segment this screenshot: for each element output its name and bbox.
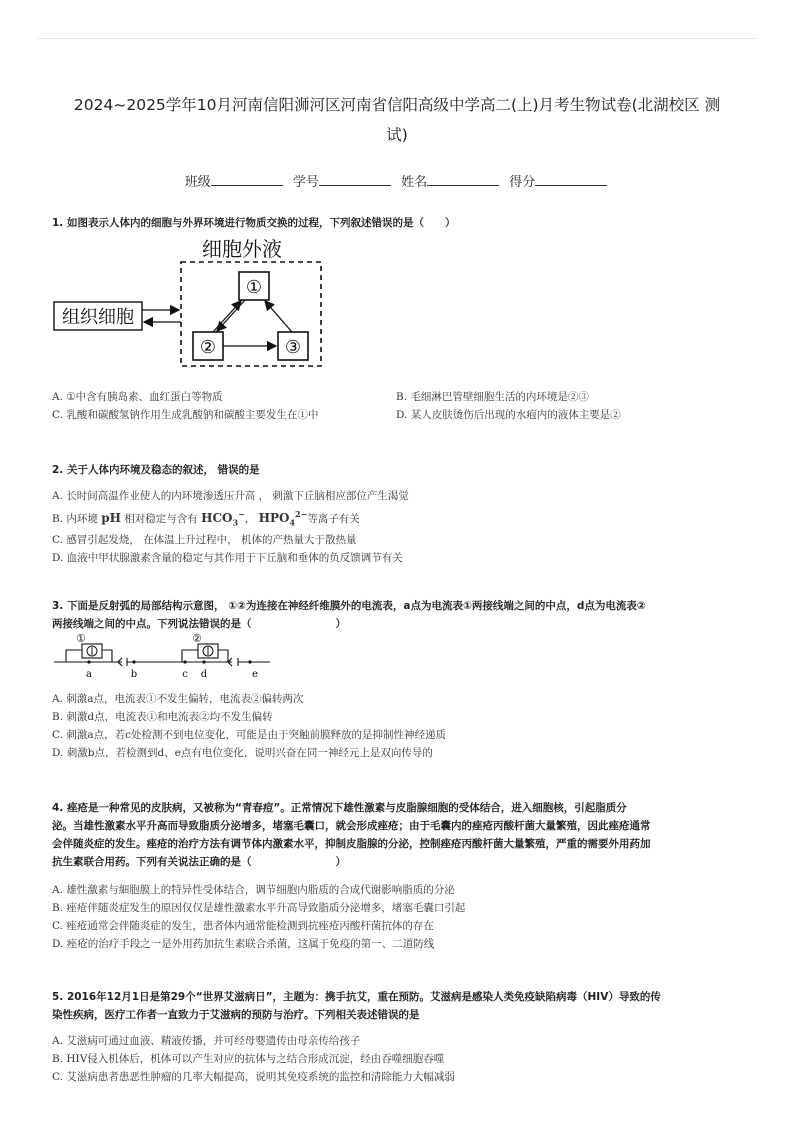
q4-option-a[interactable]: A. 雄性激素与細胞膜上的特异性受体结合，调节细胞内脂质的合成代谢影响脂质的分泌 — [52, 884, 455, 896]
point-b-label: b — [130, 669, 138, 680]
q2-option-d[interactable]: D. 血液中甲状腺激素含量的稳定与其作用于下丘脑和垂体的负反馈调节有关 — [52, 552, 403, 565]
q1-option-a[interactable]: A. ①中含有胰岛素、血红蛋白等物质 — [52, 391, 223, 403]
student-id-blank[interactable] — [319, 173, 391, 186]
q2-hpo4-ion: $HPO_4^{2-}$ — [258, 509, 308, 528]
question-4-stem-line-2: 泌。当雄性激素水平升高而导致脂质分泌增多，堵塞毛囊口，就会形成痤疮；由于毛囊内的痤疮丙酸杆菌大量繁殖，因此痤疮通常 — [52, 820, 651, 832]
point-c-label: c — [182, 669, 188, 680]
score-field — [509, 171, 609, 190]
header-rule — [38, 38, 756, 39]
arrow-1-to-2 — [217, 300, 245, 331]
question-1-stem: 1. 如图表示人体内的细胞与外界环境进行物质交换的过程，下列叙述错误的是（ ） — [52, 217, 456, 229]
ammeter-2-wires — [182, 650, 228, 662]
q2-option-b-suffix: 等离子有关 — [307, 513, 360, 525]
arrow-3-to-1 — [265, 301, 292, 332]
page-title — [30, 90, 764, 150]
q4-option-c[interactable]: C. 痤疮通常会伴随炎症的发生，患者体内通常能检测到抗痤疮丙酸杆菌抗体的存在 — [52, 920, 434, 932]
class-blank[interactable] — [211, 173, 283, 186]
question-5 — [52, 988, 742, 1086]
point-a-dot — [87, 660, 90, 663]
q4-option-d[interactable]: D. 痤疮的治疗手段之一是外用药加抗生素联合杀菌，这属于免疫的第一、二道防线 — [52, 938, 435, 950]
name-field — [401, 171, 501, 190]
q1-option-b[interactable]: B. 毛细淋巴管壁细胞生活的内环境是②③ — [396, 391, 589, 403]
name-label: 姓名 — [401, 175, 428, 190]
q2-ph-term: pH — [101, 511, 121, 525]
title-line-1: 2024~2025学年10月河南信阳浉河区河南省信阳高级中学高二(上)月考生物试卷(北湖校区 测 — [73, 96, 721, 114]
question-3-options — [52, 690, 742, 762]
q3-option-a[interactable]: A. 刺激a点，电流表①不发生偏转，电流表②偏转两次 — [52, 693, 304, 705]
question-1 — [52, 214, 742, 232]
q5-option-b[interactable]: B. HIV侵入机体后，机体可以产生对应的抗体与之结合形成沉淀，经由吞噬细胞吞噬 — [52, 1053, 445, 1065]
question-3-stem-line-2: 两接线端之间的中点。下列说法错误的是（ ） — [52, 618, 346, 630]
arrow-2-to-1 — [213, 301, 241, 332]
question-3-figure — [52, 632, 282, 682]
point-d-label: d — [200, 669, 208, 680]
score-label: 得分 — [509, 175, 536, 190]
question-5-stem-line-1: 5. 2016年12月1日是第29个“世界艾滋病日”，主题为：携手抗艾，重在预防。艾滋病是感染人类免疫缺陷病毒（HIV）导致的传 — [52, 991, 661, 1003]
compartment-3-label: ③ — [284, 337, 302, 358]
point-d-dot — [202, 660, 205, 663]
question-1-figure — [52, 232, 332, 372]
q5-option-c[interactable]: C. 艾滋病患者患恶性肿瘤的几率大幅提高，说明其免疫系统的监控和清除能力大幅减弱 — [52, 1071, 455, 1083]
title-line-2: 试) — [386, 126, 408, 144]
student-id-label: 学号 — [292, 175, 319, 190]
question-5-stem-line-2: 染性疾病，医疗工作者一直致力于艾滋病的预防与治疗。下列相关表述错误的是 — [52, 1009, 420, 1021]
question-4-stem-line-1: 4. 痤疮是一种常见的皮肤病，又被称为“青春痘”。正常情况下雄性激素与皮脂腺细胞的受体结合，进入细胞核，引起脂质分 — [52, 802, 627, 814]
score-blank[interactable] — [535, 173, 607, 186]
ammeter-2-label: ② — [192, 632, 202, 645]
q2-option-c[interactable]: C. 感冒引起发烧， 在体温上升过程中， 机体的产热量大于散热量 — [52, 534, 357, 547]
point-e-dot — [248, 660, 251, 663]
name-blank[interactable] — [427, 173, 499, 186]
question-4-stem-line-3: 会伴随炎症的发生。痤疮的治疗方法有调节体内激素水平，抑制皮脂腺的分泌，控制痤疮丙酸杆菌大量繁殖，严重的需要外用药加 — [52, 838, 651, 850]
point-b-dot — [132, 660, 135, 663]
q5-option-a[interactable]: A. 艾滋病可通过血液、精液传播，并可经母婴遗传由母亲传给孩子 — [52, 1035, 361, 1047]
q2-option-b[interactable] — [52, 505, 742, 531]
q2-option-a[interactable]: A. 长时间高温作业使人的内环境渗透压升高 ， 刺激下丘脑相应部位产生渴觉 — [52, 490, 409, 502]
point-c-dot — [183, 660, 186, 663]
point-e-label: e — [252, 669, 258, 680]
student-id-field — [293, 171, 393, 190]
ammeter-1-label: ① — [76, 632, 86, 645]
q4-option-b[interactable]: B. 痤疮伴随炎症发生的原因仅仅是雄性激素水平升高导致脂质分泌增多，堵塞毛囊口引起 — [52, 902, 466, 914]
student-info-fields — [0, 171, 794, 190]
question-3 — [52, 597, 742, 633]
q3-option-d[interactable]: D. 刺激b点，若检测到d、e点有电位变化，说明兴奋在同一神经元上是双向传导的 — [52, 747, 433, 759]
q2-option-b-sep: ， — [244, 513, 259, 525]
q2-option-b-prefix: B. 内环境 — [52, 513, 102, 525]
compartment-1-label: ① — [245, 277, 263, 298]
q2-option-b-mid: 相对稳定与含有 — [120, 513, 202, 525]
class-field — [185, 171, 285, 190]
question-2-stem: 2. 关于人体内环境及稳态的叙述， 错误的是 — [52, 464, 260, 476]
q1-option-c[interactable]: C. 乳酸和碳酸氢钠作用生成乳酸钠和碳酸主要发生在①中 — [52, 409, 319, 421]
ammeter-1-wires — [66, 650, 112, 662]
question-1-options — [52, 388, 742, 424]
q1-option-d[interactable]: D. 某人皮肤烫伤后出现的水疱内的液体主要是② — [396, 409, 621, 421]
q3-option-b[interactable]: B. 刺激d点，电流表①和电流表②均不发生偏转 — [52, 711, 273, 723]
q2-hco3-ion: $HCO_3^-$ — [201, 509, 245, 528]
extracellular-fluid-label: 细胞外液 — [202, 237, 282, 261]
compartment-2-label: ② — [199, 337, 217, 358]
class-label: 班级 — [184, 175, 211, 190]
question-2 — [52, 461, 742, 567]
q3-option-c[interactable]: C. 刺激a点，若c处检测不到电位变化，可能是由于突触前膜释放的是抑制性神经递质 — [52, 729, 446, 741]
question-4 — [52, 799, 742, 953]
point-a-label: a — [86, 669, 92, 680]
question-4-stem-line-4: 抗生素联合用药。下列有关说法正确的是（ ） — [52, 856, 346, 868]
tissue-cell-label: 组织细胞 — [62, 307, 134, 328]
question-3-stem-line-1: 3. 下面是反射弧的局部结构示意图， ①②为连接在神经纤维膜外的电流表，a点为电流表①两接线端之间的中点，d点为电流表② — [52, 600, 646, 612]
